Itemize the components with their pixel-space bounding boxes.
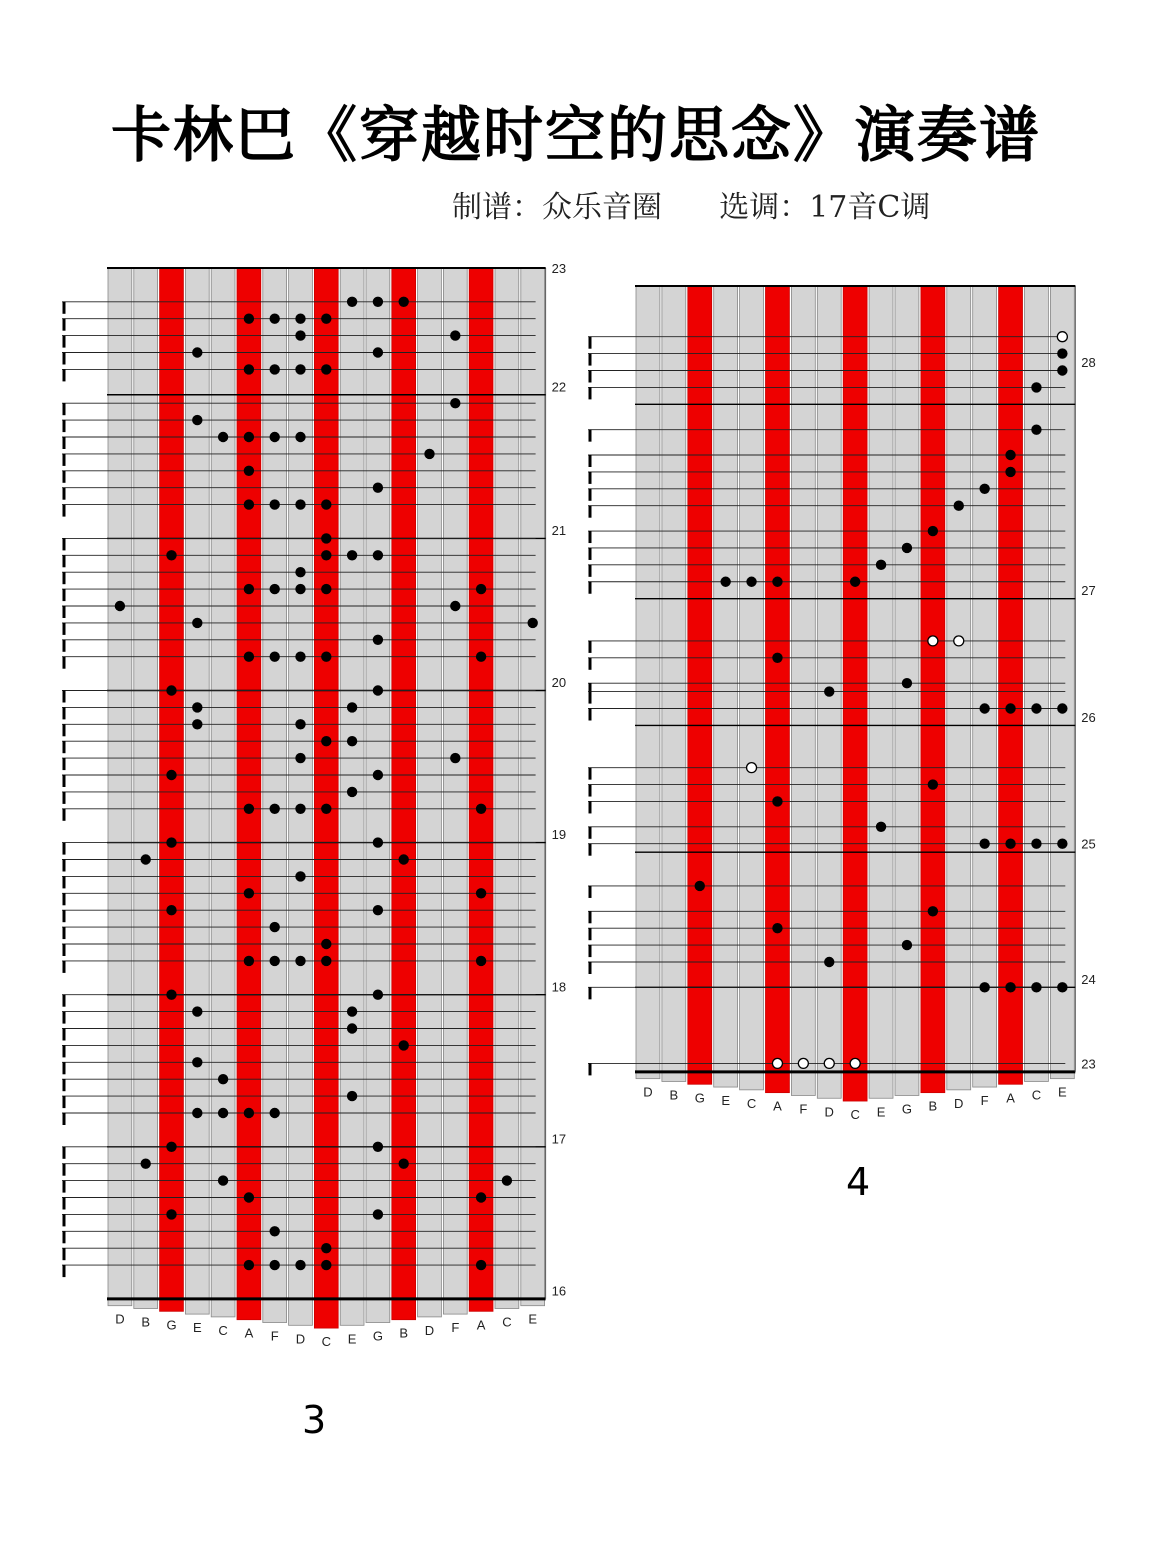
note-dot	[373, 837, 383, 847]
note-dot	[772, 796, 782, 806]
page-title: 卡林巴《穿越时空的思念》演奏谱	[111, 101, 1041, 171]
tine-label: E	[347, 1331, 357, 1347]
note-dot	[528, 618, 538, 628]
tine-label: D	[643, 1084, 653, 1100]
measure-number: 24	[1081, 971, 1096, 987]
note-dot	[772, 653, 782, 663]
tine-label: E	[721, 1093, 730, 1109]
note-dot	[244, 499, 254, 509]
tine-8	[314, 268, 338, 1328]
tine-11	[921, 286, 945, 1093]
note-dot	[347, 787, 357, 797]
note-dot	[399, 854, 409, 864]
note-dot	[295, 499, 305, 509]
note-dot	[270, 922, 280, 932]
tine-13	[973, 286, 997, 1087]
note-dot	[476, 584, 486, 594]
note-dot	[295, 1260, 305, 1270]
measure-number: 23	[1081, 1056, 1096, 1072]
note-dot	[399, 297, 409, 307]
note-dot	[450, 753, 460, 763]
tine-label: C	[850, 1107, 860, 1123]
arranger-name: 众乐音圈	[542, 190, 662, 225]
tine-label: E	[1058, 1084, 1067, 1100]
note-dot	[373, 990, 383, 1000]
note-dot	[373, 635, 383, 645]
measure-number: 26	[1081, 709, 1096, 725]
note-dot	[373, 1142, 383, 1152]
tine-8	[843, 286, 867, 1101]
note-dot	[347, 1023, 357, 1033]
note-dot	[270, 432, 280, 442]
tine-label: E	[192, 1320, 202, 1336]
note-dot	[979, 484, 989, 494]
note-dot	[373, 347, 383, 357]
note-dot	[772, 577, 782, 587]
note-dot	[373, 1209, 383, 1219]
note-dot	[1005, 982, 1015, 992]
note-dot	[321, 1243, 331, 1253]
tine-5	[237, 268, 261, 1320]
note-dot	[166, 1142, 176, 1152]
tine-12	[418, 268, 442, 1317]
note-dot	[321, 956, 331, 966]
tine-label: D	[115, 1311, 125, 1327]
note-dot	[1031, 424, 1041, 434]
tine-label: B	[399, 1325, 409, 1341]
note-dot	[270, 364, 280, 374]
tine-label: D	[824, 1104, 834, 1120]
note-dot	[321, 584, 331, 594]
note-dot	[1057, 348, 1067, 358]
measure-number: 28	[1081, 355, 1096, 371]
note-dot	[244, 888, 254, 898]
note-dot	[295, 567, 305, 577]
tine-label: A	[244, 1325, 254, 1341]
note-dot	[979, 839, 989, 849]
note-dot	[1057, 703, 1067, 713]
measure-number: 19	[551, 827, 567, 843]
note-dot	[295, 364, 305, 374]
note-dot	[321, 533, 331, 543]
note-open	[1057, 332, 1067, 342]
note-dot	[295, 652, 305, 662]
note-dot	[141, 854, 151, 864]
note-dot	[270, 314, 280, 324]
measure-number: 20	[551, 675, 567, 691]
note-dot	[244, 364, 254, 374]
note-dot	[321, 804, 331, 814]
note-dot	[244, 1108, 254, 1118]
tine-3	[714, 286, 738, 1087]
note-dot	[166, 990, 176, 1000]
note-dot	[141, 1159, 151, 1169]
tine-label: A	[476, 1317, 486, 1333]
note-dot	[424, 449, 434, 459]
measure-number: 16	[551, 1283, 567, 1299]
note-dot	[373, 550, 383, 560]
note-dot	[192, 618, 202, 628]
note-dot	[373, 483, 383, 493]
tine-12	[947, 286, 971, 1090]
note-dot	[1031, 982, 1041, 992]
tine-label: F	[451, 1320, 460, 1336]
note-dot	[166, 905, 176, 915]
tine-6	[791, 286, 815, 1095]
note-open	[928, 636, 938, 646]
note-dot	[824, 957, 834, 967]
note-dot	[244, 314, 254, 324]
tine-1	[134, 268, 158, 1309]
tine-label: A	[773, 1098, 782, 1114]
tine-10	[366, 268, 390, 1323]
note-dot	[270, 1226, 280, 1236]
note-dot	[476, 1260, 486, 1270]
tine-label: G	[372, 1328, 383, 1344]
note-dot	[902, 940, 912, 950]
note-dot	[244, 584, 254, 594]
note-dot	[450, 601, 460, 611]
note-dot	[192, 415, 202, 425]
note-dot	[295, 314, 305, 324]
tine-4	[211, 268, 235, 1317]
note-dot	[347, 297, 357, 307]
tine-5	[766, 286, 790, 1093]
note-dot	[218, 1074, 228, 1084]
tine-label: D	[954, 1095, 964, 1111]
tine-label: G	[166, 1317, 177, 1333]
note-dot	[244, 956, 254, 966]
note-open	[798, 1058, 808, 1068]
tine-label: D	[424, 1322, 435, 1338]
note-dot	[399, 1159, 409, 1169]
tine-14	[469, 268, 493, 1311]
note-dot	[166, 770, 176, 780]
note-dot	[954, 501, 964, 511]
measure-number: 21	[551, 522, 567, 538]
note-dot	[115, 601, 125, 611]
tine-7	[289, 268, 313, 1325]
note-dot	[373, 770, 383, 780]
note-open	[954, 636, 964, 646]
note-dot	[902, 678, 912, 688]
note-dot	[746, 577, 756, 587]
note-dot	[192, 1006, 202, 1016]
note-dot	[850, 577, 860, 587]
tine-label: A	[1006, 1090, 1015, 1106]
key-label: 选调：	[719, 190, 810, 225]
tine-label: B	[928, 1098, 938, 1114]
note-dot	[270, 804, 280, 814]
tine-label: C	[1031, 1087, 1042, 1103]
note-dot	[1005, 839, 1015, 849]
note-dot	[295, 804, 305, 814]
note-dot	[270, 1260, 280, 1270]
note-dot	[321, 550, 331, 560]
tine-label: F	[270, 1328, 279, 1344]
note-dot	[1005, 467, 1015, 477]
note-dot	[824, 686, 834, 696]
tine-9	[869, 286, 893, 1098]
note-dot	[192, 1057, 202, 1067]
note-dot	[979, 703, 989, 713]
measure-number: 17	[551, 1131, 567, 1147]
note-dot	[244, 1192, 254, 1202]
note-dot	[476, 1192, 486, 1202]
note-open	[772, 1058, 782, 1068]
note-dot	[295, 719, 305, 729]
note-dot	[270, 956, 280, 966]
note-dot	[720, 577, 730, 587]
tine-2	[688, 286, 712, 1084]
note-dot	[928, 906, 938, 916]
note-dot	[321, 736, 331, 746]
tine-15	[495, 268, 519, 1309]
tine-label: G	[901, 1101, 913, 1117]
note-dot	[270, 584, 280, 594]
note-dot	[295, 432, 305, 442]
tine-label: C	[746, 1095, 757, 1111]
note-dot	[979, 982, 989, 992]
note-dot	[347, 1091, 357, 1101]
note-dot	[321, 364, 331, 374]
measure-number: 27	[1081, 583, 1096, 599]
note-dot	[476, 956, 486, 966]
note-dot	[244, 432, 254, 442]
tine-label: E	[876, 1104, 886, 1120]
note-dot	[244, 652, 254, 662]
tine-label: B	[141, 1314, 151, 1330]
note-dot	[218, 1175, 228, 1185]
note-dot	[902, 543, 912, 553]
note-dot	[772, 923, 782, 933]
note-open	[824, 1058, 834, 1068]
note-dot	[295, 956, 305, 966]
tine-label: C	[502, 1314, 512, 1330]
tine-label: G	[694, 1090, 705, 1106]
measure-number: 22	[551, 379, 567, 395]
note-dot	[244, 466, 254, 476]
tine-6	[263, 268, 287, 1323]
note-dot	[166, 550, 176, 560]
measure-number: 23	[551, 261, 567, 276]
note-dot	[321, 314, 331, 324]
note-dot	[928, 526, 938, 536]
tine-label: E	[528, 1311, 538, 1327]
note-dot	[192, 702, 202, 712]
note-dot	[270, 652, 280, 662]
note-dot	[695, 881, 705, 891]
note-dot	[347, 736, 357, 746]
note-dot	[1031, 703, 1041, 713]
note-open	[850, 1058, 860, 1068]
note-dot	[1031, 839, 1041, 849]
tine-label: F	[799, 1101, 808, 1117]
note-dot	[928, 779, 938, 789]
note-dot	[347, 702, 357, 712]
note-dot	[373, 905, 383, 915]
note-dot	[321, 1260, 331, 1270]
tine-0	[108, 268, 132, 1306]
note-dot	[1057, 365, 1067, 375]
tine-14	[999, 286, 1023, 1084]
tine-2	[160, 268, 184, 1311]
note-dot	[192, 719, 202, 729]
note-dot	[1057, 982, 1067, 992]
note-dot	[321, 652, 331, 662]
note-dot	[373, 297, 383, 307]
note-open	[747, 763, 757, 773]
page-number-4: 4	[846, 1160, 871, 1204]
note-dot	[347, 1006, 357, 1016]
note-dot	[295, 584, 305, 594]
note-dot	[476, 804, 486, 814]
note-dot	[218, 432, 228, 442]
measure-number: 18	[551, 979, 567, 995]
page-number-3: 3	[302, 1398, 327, 1442]
note-dot	[270, 1108, 280, 1118]
note-dot	[1005, 703, 1015, 713]
tine-13	[443, 268, 467, 1314]
arranger-label: 制谱：	[452, 190, 542, 225]
note-dot	[218, 1108, 228, 1118]
note-dot	[270, 499, 280, 509]
note-dot	[347, 550, 357, 560]
tine-label: C	[321, 1334, 331, 1350]
note-dot	[502, 1175, 512, 1185]
note-dot	[295, 753, 305, 763]
note-dot	[321, 499, 331, 509]
note-dot	[450, 398, 460, 408]
tine-label: C	[218, 1322, 228, 1338]
tine-label: B	[669, 1087, 679, 1103]
note-dot	[876, 560, 886, 570]
note-dot	[450, 330, 460, 340]
note-dot	[192, 1108, 202, 1118]
note-dot	[476, 888, 486, 898]
note-dot	[295, 871, 305, 881]
tine-label: D	[295, 1331, 306, 1347]
note-dot	[295, 330, 305, 340]
note-dot	[166, 685, 176, 695]
tine-4	[740, 286, 764, 1090]
tine-10	[895, 286, 919, 1095]
measure-number: 25	[1081, 836, 1096, 852]
note-dot	[373, 685, 383, 695]
tine-label: F	[980, 1093, 989, 1109]
note-dot	[1031, 382, 1041, 392]
note-dot	[1005, 450, 1015, 460]
tine-16	[521, 268, 545, 1306]
note-dot	[192, 347, 202, 357]
key-value: 17音C调	[809, 190, 931, 225]
note-dot	[476, 652, 486, 662]
note-dot	[1057, 839, 1067, 849]
note-dot	[244, 1260, 254, 1270]
note-dot	[166, 837, 176, 847]
note-dot	[321, 939, 331, 949]
note-dot	[166, 1209, 176, 1219]
note-dot	[399, 1040, 409, 1050]
note-dot	[244, 804, 254, 814]
note-dot	[876, 822, 886, 832]
